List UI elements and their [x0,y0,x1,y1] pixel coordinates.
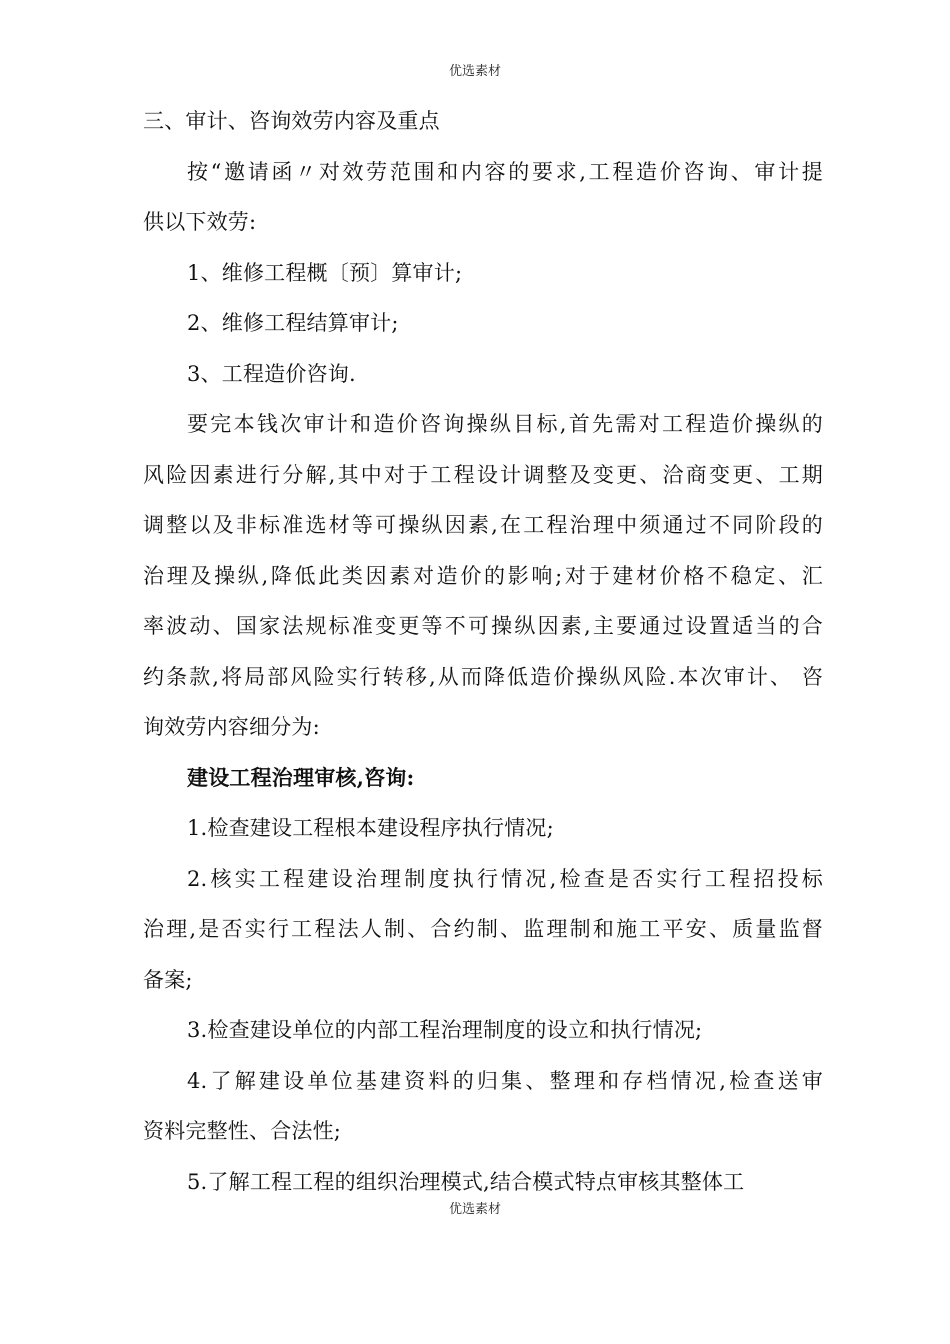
list-item: 4.了解建设单位基建资料的归集、整理和存档情况,检查送审 [187,1068,823,1093]
paragraph-line: 按“邀请函〃对效劳范围和内容的要求,工程造价咨询、审计提 [187,159,823,184]
paragraph-line: 询效劳内容细分为: [143,715,320,739]
paragraph-line: 治理,是否实行工程法人制、合约制、监理制和施工平安、质量监督 [143,917,823,941]
paragraph-line: 风险因素进行分解,其中对于工程设计调整及变更、洽商变更、工期 [143,462,823,487]
section-heading: 三、审计、咨询效劳内容及重点 [143,109,440,133]
list-item: 5.了解工程工程的组织治理模式,结合模式特点审核其整体工 [187,1169,745,1194]
page-header: 优选素材 [448,64,501,79]
paragraph-line: 调整以及非标准选材等可操纵因素,在工程治理中须通过不同阶段的 [143,513,823,537]
paragraph-line: 备案; [143,967,193,992]
paragraph-line: 约条款,将局部风险实行转移,从而降低造价操纵风险.本次审计、 咨 [143,664,823,689]
subsection-heading: 建设工程治理审核,咨询: [187,764,415,790]
list-item: 2.核实工程建设治理制度执行情况,检查是否实行工程招投标 [187,866,823,891]
document-body [143,96,823,1207]
paragraph-line: 要完本钱次审计和造价咨询操纵目标,首先需对工程造价操纵的 [187,412,823,436]
list-item: 2、维修工程结算审计; [187,311,399,335]
paragraph-line: 资料完整性、合法性; [143,1119,342,1143]
paragraph-line: 供以下效劳: [143,210,257,234]
page-footer: 优选素材 [448,1202,501,1217]
paragraph-line: 治理及操纵,降低此类因素对造价的影响;对于建材价格不稳定、汇 [143,563,823,588]
paragraph-line: 率波动、国家法规标准变更等不可操纵因素,主要通过设置适当的合 [143,614,823,638]
list-item: 3、工程造价咨询. [187,361,356,386]
list-item: 1.检查建设工程根本建设程序执行情况; [187,816,554,840]
list-item: 3.检查建设单位的内部工程治理制度的设立和执行情况; [187,1018,703,1042]
list-item: 1、维修工程概〔预〕算审计; [187,260,463,285]
